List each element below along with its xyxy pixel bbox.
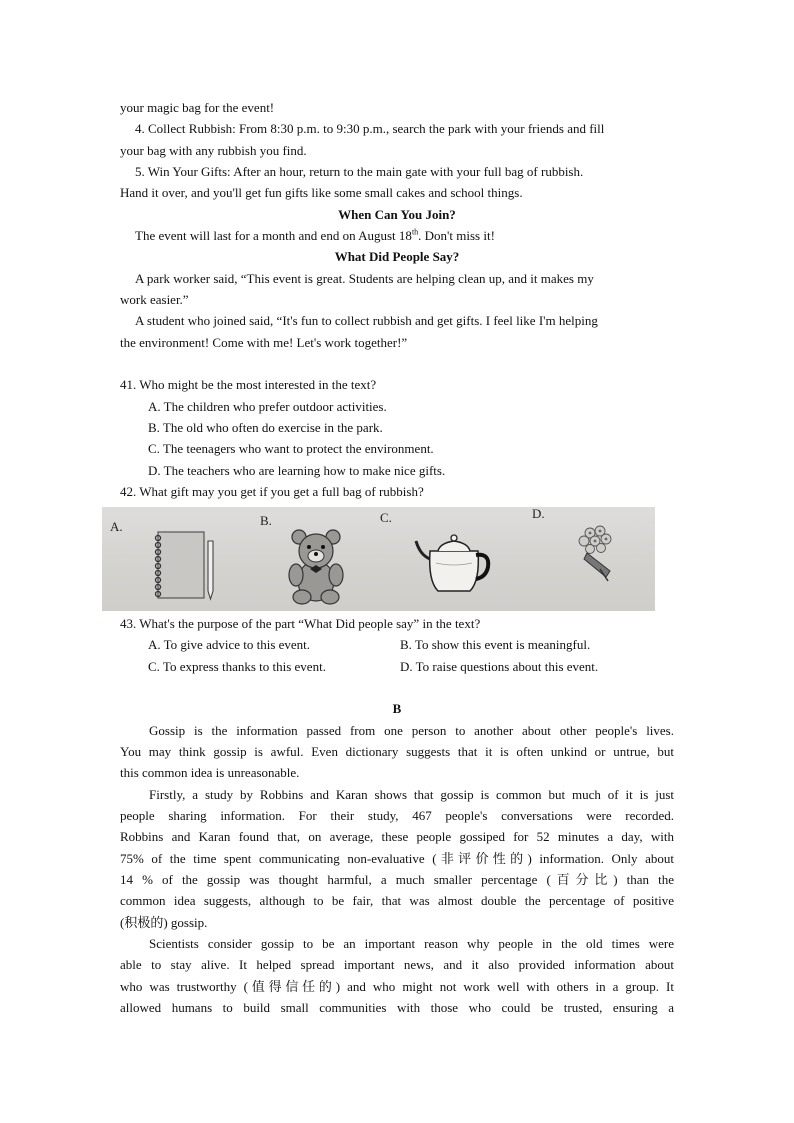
quote-worker-line-1: A park worker said, “This event is great. Students are helping clean up, and it makes my [135, 271, 594, 286]
q41-option-c: C. The teenagers who want to protect the environment. [148, 441, 434, 456]
q43-option-c: C. To express thanks to this event. [148, 659, 326, 674]
quote-student-line-2: the environment! Come with me! Let's work together!” [120, 335, 408, 350]
teapot-icon [414, 521, 494, 601]
quote-worker-line-2: work easier.” [120, 292, 189, 307]
when-text [135, 228, 495, 244]
passage-a-line-5: Hand it over, and you'll get fun gifts like some small cakes and school things. [120, 185, 523, 200]
notebook-and-pencil-icon [150, 529, 220, 603]
q41-option-a: A. The children who prefer outdoor activities. [148, 399, 387, 414]
q42-label-d: D. [532, 507, 545, 521]
q42-label-a: A. [110, 519, 123, 534]
passage-b-line-4: Firstly, a study by Robbins and Karan shows that gossip is common but much of it is just [149, 787, 674, 802]
passage-b-line-8: 14 % of the gossip was thought harmful, a much smaller percentage (百分比) than the [120, 872, 674, 887]
q41-stem: 41. Who might be the most interested in the text? [120, 377, 377, 392]
heading-when-can-you-join: When Can You Join? [338, 207, 456, 222]
passage-b-line-2: You may think gossip is awful. Even dictionary suggests that it is often unkind or untrue, but [120, 744, 674, 759]
quote-student-line-1: A student who joined said, “It's fun to collect rubbish and get gifts. I feel like I'm helping [135, 313, 598, 328]
passage-b-line-9: common idea suggests, although to be fair, that was almost double the percentage of positive [120, 893, 674, 908]
passage-b-heading: B [392, 701, 402, 716]
passage-a-line-2: 4. Collect Rubbish: From 8:30 p.m. to 9:30 p.m., search the park with your friends and fill [135, 121, 605, 136]
q42-label-c: C. [380, 510, 392, 525]
passage-b-line-1: Gossip is the information passed from one person to another about other people's lives. [149, 723, 674, 738]
passage-b-line-13: who was trustworthy (值得信任的) and who might not work well with others in a group. It [120, 979, 674, 994]
q43-option-a: A. To give advice to this event. [148, 637, 311, 652]
passage-a-line-4: 5. Win Your Gifts: After an hour, return to the main gate with your full bag of rubbish. [135, 164, 584, 179]
q43-stem: 43. What's the purpose of the part “What Did people say” in the text? [120, 616, 481, 631]
passage-a-line-3: your bag with any rubbish you find. [120, 143, 307, 158]
passage-b-line-5: people sharing information. For their study, 467 people's conversations were recorded. [120, 808, 674, 823]
passage-b-line-7: 75% of the time spent communicating non-evaluative (非评价性的) information. Only about [120, 851, 674, 866]
q41-option-b: B. The old who often do exercise in the park. [148, 420, 383, 435]
passage-b-line-6: Robbins and Karan found that, on average, these people gossiped for 52 minutes a day, with [120, 829, 674, 844]
q42-picture-options [102, 507, 655, 611]
q43-option-b: B. To show this event is meaningful. [400, 637, 591, 652]
when-text-main: The event will last for a month and end on August 18 [135, 228, 412, 243]
passage-b-line-14: allowed humans to build small communities with those who could be trusted, ensuring a [120, 1000, 674, 1015]
heading-what-did-people-say: What Did People Say? [334, 249, 460, 264]
passage-b-line-12: able to stay alive. It helped spread important news, and it also provided information about [120, 957, 674, 972]
passage-b-line-10: (积极的) gossip. [120, 915, 208, 930]
q41-option-d: D. The teachers who are learning how to make nice gifts. [148, 463, 446, 478]
q43-option-d: D. To raise questions about this event. [400, 659, 599, 674]
when-text-sup: th [411, 227, 419, 237]
q42-stem: 42. What gift may you get if you get a full bag of rubbish? [120, 484, 424, 499]
teddy-bear-icon [286, 525, 346, 605]
when-text-tail: . Don't miss it! [418, 228, 495, 243]
passage-a-line-1: your magic bag for the event! [120, 100, 275, 115]
passage-b-line-3: this common idea is unreasonable. [120, 765, 300, 780]
flower-bouquet-icon [570, 521, 620, 585]
passage-b-line-11: Scientists consider gossip to be an important reason why people in the old times were [149, 936, 674, 951]
q42-label-b: B. [260, 513, 272, 528]
